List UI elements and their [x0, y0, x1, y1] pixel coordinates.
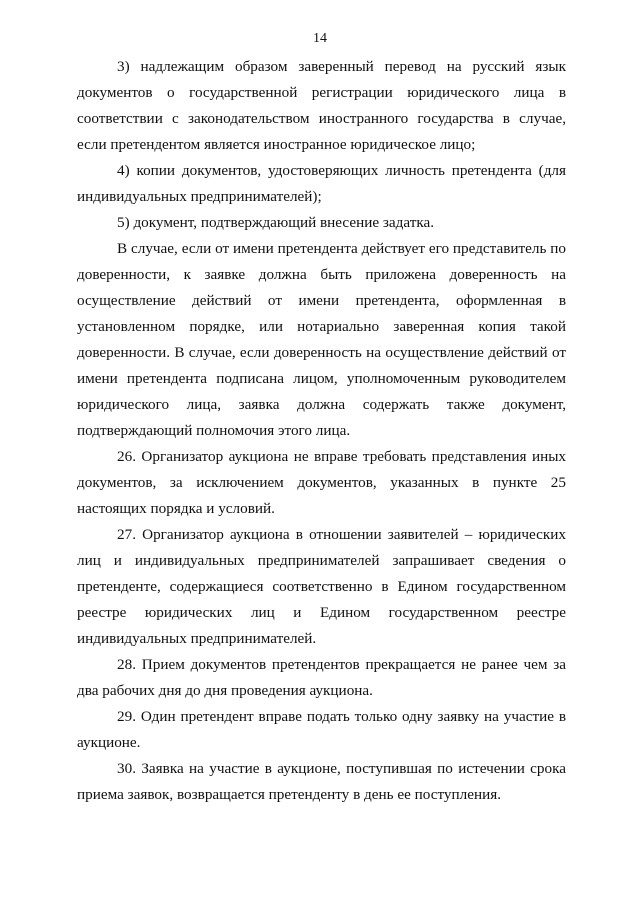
- paragraph-item-5: 5) документ, подтверждающий внесение задатка.: [117, 214, 435, 231]
- paragraph-26: 26. Организатор аукциона не вправе требовать представления иных документов, за исключением документов, указанных в пункте 25 настоящих порядка и условий.: [77, 448, 566, 517]
- paragraph-item-4: 4) копии документов, удостоверяющих личность претендента (для индивидуальных предпринимателей);: [77, 162, 566, 205]
- paragraph-29: 29. Один претендент вправе подать только одну заявку на участие в аукционе.: [77, 708, 566, 751]
- paragraph-28: 28. Прием документов претендентов прекращается не ранее чем за два рабочих дня до дня проведения аукциона.: [77, 656, 566, 699]
- paragraph-30: 30. Заявка на участие в аукционе, поступившая по истечении срока приема заявок, возвращается претенденту в день ее поступления.: [77, 760, 566, 803]
- paragraph-representative: В случае, если от имени претендента действует его представитель по доверенности, к заявке должна быть приложена доверенность на осуществление действий от имени претендента, оформленная в установленном порядке, или нотариально заверенная копия такой доверенности. В случае, если доверенность на осуществление действий от имени претендента подписана лицом, уполномоченным руководителем юридического лица, заявка должна содержать также документ, подтверждающий полномочия этого лица.: [77, 240, 566, 439]
- document-body: [77, 54, 566, 808]
- paragraph-27: 27. Организатор аукциона в отношении заявителей – юридических лиц и индивидуальных предпринимателей запрашивает сведения о претенденте, содержащиеся соответственно в Едином государственном реестре юридических лиц и Едином государственном реестре индивидуальных предпринимателей.: [77, 526, 566, 647]
- paragraph-item-3: 3) надлежащим образом заверенный перевод на русский язык документов о государственной регистрации юридического лица в соответствии с законодательством иностранного государства в случае, если претендентом является иностранное юридическое лицо;: [77, 58, 566, 153]
- page-number: 14: [313, 31, 327, 46]
